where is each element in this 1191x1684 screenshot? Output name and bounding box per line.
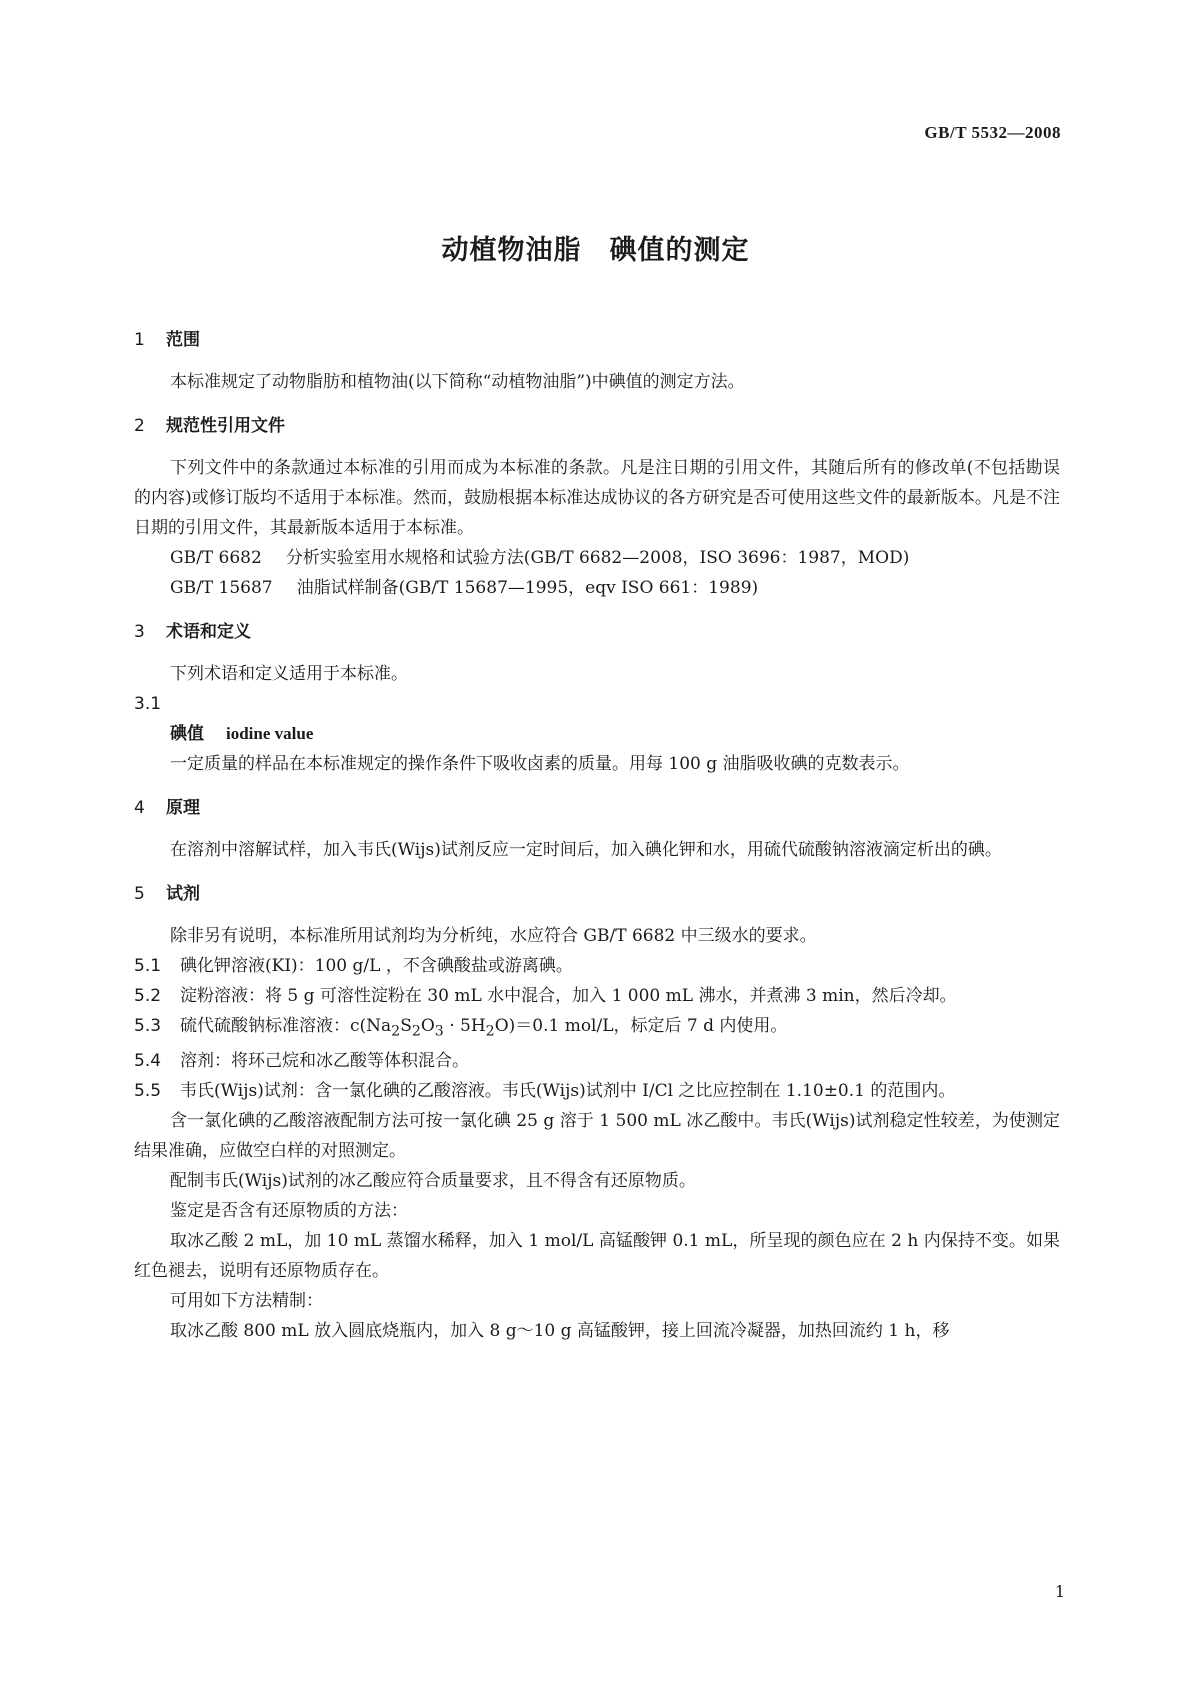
clause-text: 碘化钾溶液(KI)：100 g/L ，不含碘酸盐或游离碘。 — [180, 956, 573, 976]
term-definition: 一定质量的样品在本标准规定的操作条件下吸收卤素的质量。用每 100 g 油脂吸收碘的克数表示。 — [170, 754, 910, 774]
subclause-number: 3.1 — [134, 694, 162, 714]
paragraph: 鉴定是否含有还原物质的方法： — [170, 1201, 408, 1222]
paragraph: 在溶剂中溶解试样，加入韦氏(Wijs)试剂反应一定时间后，加入碘化钾和水，用硫代硫酸钠溶液滴定析出的碘。 — [170, 840, 1002, 860]
paragraph: 除非另有说明，本标准所用试剂均为分析纯，水应符合 GB/T 6682 中三级水的要求。 — [170, 926, 817, 946]
normative-reference — [134, 543, 1060, 573]
section-title: 范围 — [166, 330, 200, 350]
standard-code: GB/T 5532—2008 — [924, 123, 1061, 142]
term-english: iodine value — [226, 724, 314, 743]
reference-title: 油脂试样制备(GB/T 15687—1995，eqv ISO 661：1989) — [296, 578, 759, 598]
section-title: 规范性引用文件 — [166, 416, 285, 436]
clause-5-3 — [134, 1011, 1060, 1046]
paragraph: 取冰乙酸 2 mL，加 10 mL 蒸馏水稀释，加入 1 mol/L 高锰酸钾 0.1 mL，所呈现的颜色应在 2 h 内保持不变。如果红色褪去，说明有还原物质存在。 — [134, 1231, 1060, 1282]
formula-subscript: 3 — [434, 1023, 444, 1040]
section-1-heading — [134, 325, 1060, 355]
section-title: 试剂 — [166, 884, 200, 904]
clause-5-4 — [134, 1046, 1060, 1076]
clause-number: 5.3 — [134, 1016, 162, 1036]
clause-number: 5.5 — [134, 1081, 162, 1102]
formula-part: O — [420, 1016, 435, 1036]
formula-part: S — [400, 1016, 412, 1036]
paragraph: 配制韦氏(Wijs)试剂的冰乙酸应符合质量要求，且不得含有还原物质。 — [170, 1171, 696, 1192]
section-title: 术语和定义 — [166, 622, 251, 642]
formula-subscript: 2 — [485, 1023, 495, 1040]
clause-5-5 — [134, 1076, 1060, 1106]
section-number: 2 — [134, 416, 145, 436]
section-5-heading — [134, 879, 1060, 909]
section-number: 5 — [134, 884, 145, 904]
reference-title: 分析实验室用水规格和试验方法(GB/T 6682—2008，ISO 3696：1987，MOD) — [285, 548, 910, 568]
section-3-heading — [134, 617, 1060, 647]
formula-subscript: 2 — [411, 1023, 421, 1040]
clause-number: 5.1 — [134, 956, 162, 976]
section-number: 4 — [134, 798, 145, 818]
clause-number: 5.4 — [134, 1051, 162, 1072]
section-title: 原理 — [166, 798, 200, 818]
paragraph: 取冰乙酸 800 mL 放入圆底烧瓶内，加入 8 g～10 g 高锰酸钾，接上回流冷凝器，加热回流约 1 h，移 — [170, 1321, 950, 1342]
paragraph: 含一氯化碘的乙酸溶液配制方法可按一氯化碘 25 g 溶于 1 500 mL 冰乙酸中。韦氏(Wijs)试剂稳定性较差，为使测定结果准确，应做空白样的对照测定。 — [134, 1111, 1060, 1162]
normative-reference — [134, 573, 1060, 603]
section-number: 1 — [134, 330, 145, 350]
clause-text: 溶剂：将环己烷和冰乙酸等体积混合。 — [180, 1051, 469, 1072]
paragraph: 本标准规定了动物脂肪和植物油(以下简称“动植物油脂”)中碘值的测定方法。 — [170, 372, 745, 392]
document-body — [134, 325, 1060, 1346]
term-entry — [134, 719, 1060, 749]
section-number: 3 — [134, 622, 145, 642]
page-number: 1 — [1054, 1582, 1065, 1601]
clause-text: 韦氏(Wijs)试剂：含一氯化碘的乙酸溶液。韦氏(Wijs)试剂中 I/Cl 之比应控制在 1.10±0.1 的范围内。 — [180, 1081, 956, 1102]
clause-text: 淀粉溶液：将 5 g 可溶性淀粉在 30 mL 水中混合，加入 1 000 mL 沸水，并煮沸 3 min，然后冷却。 — [180, 986, 957, 1006]
reference-code: GB/T 15687 — [170, 578, 273, 598]
formula-part: 硫代硫酸钠标准溶液：c(Na — [180, 1016, 392, 1036]
section-4-heading — [134, 793, 1060, 823]
document-title: 动植物油脂 碘值的测定 — [441, 235, 750, 266]
paragraph: 下列文件中的条款通过本标准的引用而成为本标准的条款。凡是注日期的引用文件，其随后所有的修改单(不包括勘误的内容)或修订版均不适用于本标准。然而，鼓励根据本标准达成协议的各方研究是否可使用这些文件的最新版本。凡是不注日期的引用文件，其最新版本适用于本标准。 — [134, 458, 1060, 538]
term-chinese: 碘值 — [170, 724, 204, 744]
paragraph: 可用如下方法精制： — [170, 1291, 323, 1312]
paragraph: 下列术语和定义适用于本标准。 — [170, 664, 408, 684]
reference-code: GB/T 6682 — [170, 548, 262, 568]
clause-number: 5.2 — [134, 986, 162, 1006]
clause-5-2 — [134, 981, 1060, 1011]
clause-text — [180, 1016, 788, 1040]
clause-5-1 — [134, 951, 1060, 981]
formula-part: O)＝0.1 mol/L，标定后 7 d 内使用。 — [494, 1016, 788, 1036]
section-2-heading — [134, 411, 1060, 441]
formula-subscript: 2 — [391, 1023, 401, 1040]
formula-part: · 5H — [443, 1016, 486, 1036]
